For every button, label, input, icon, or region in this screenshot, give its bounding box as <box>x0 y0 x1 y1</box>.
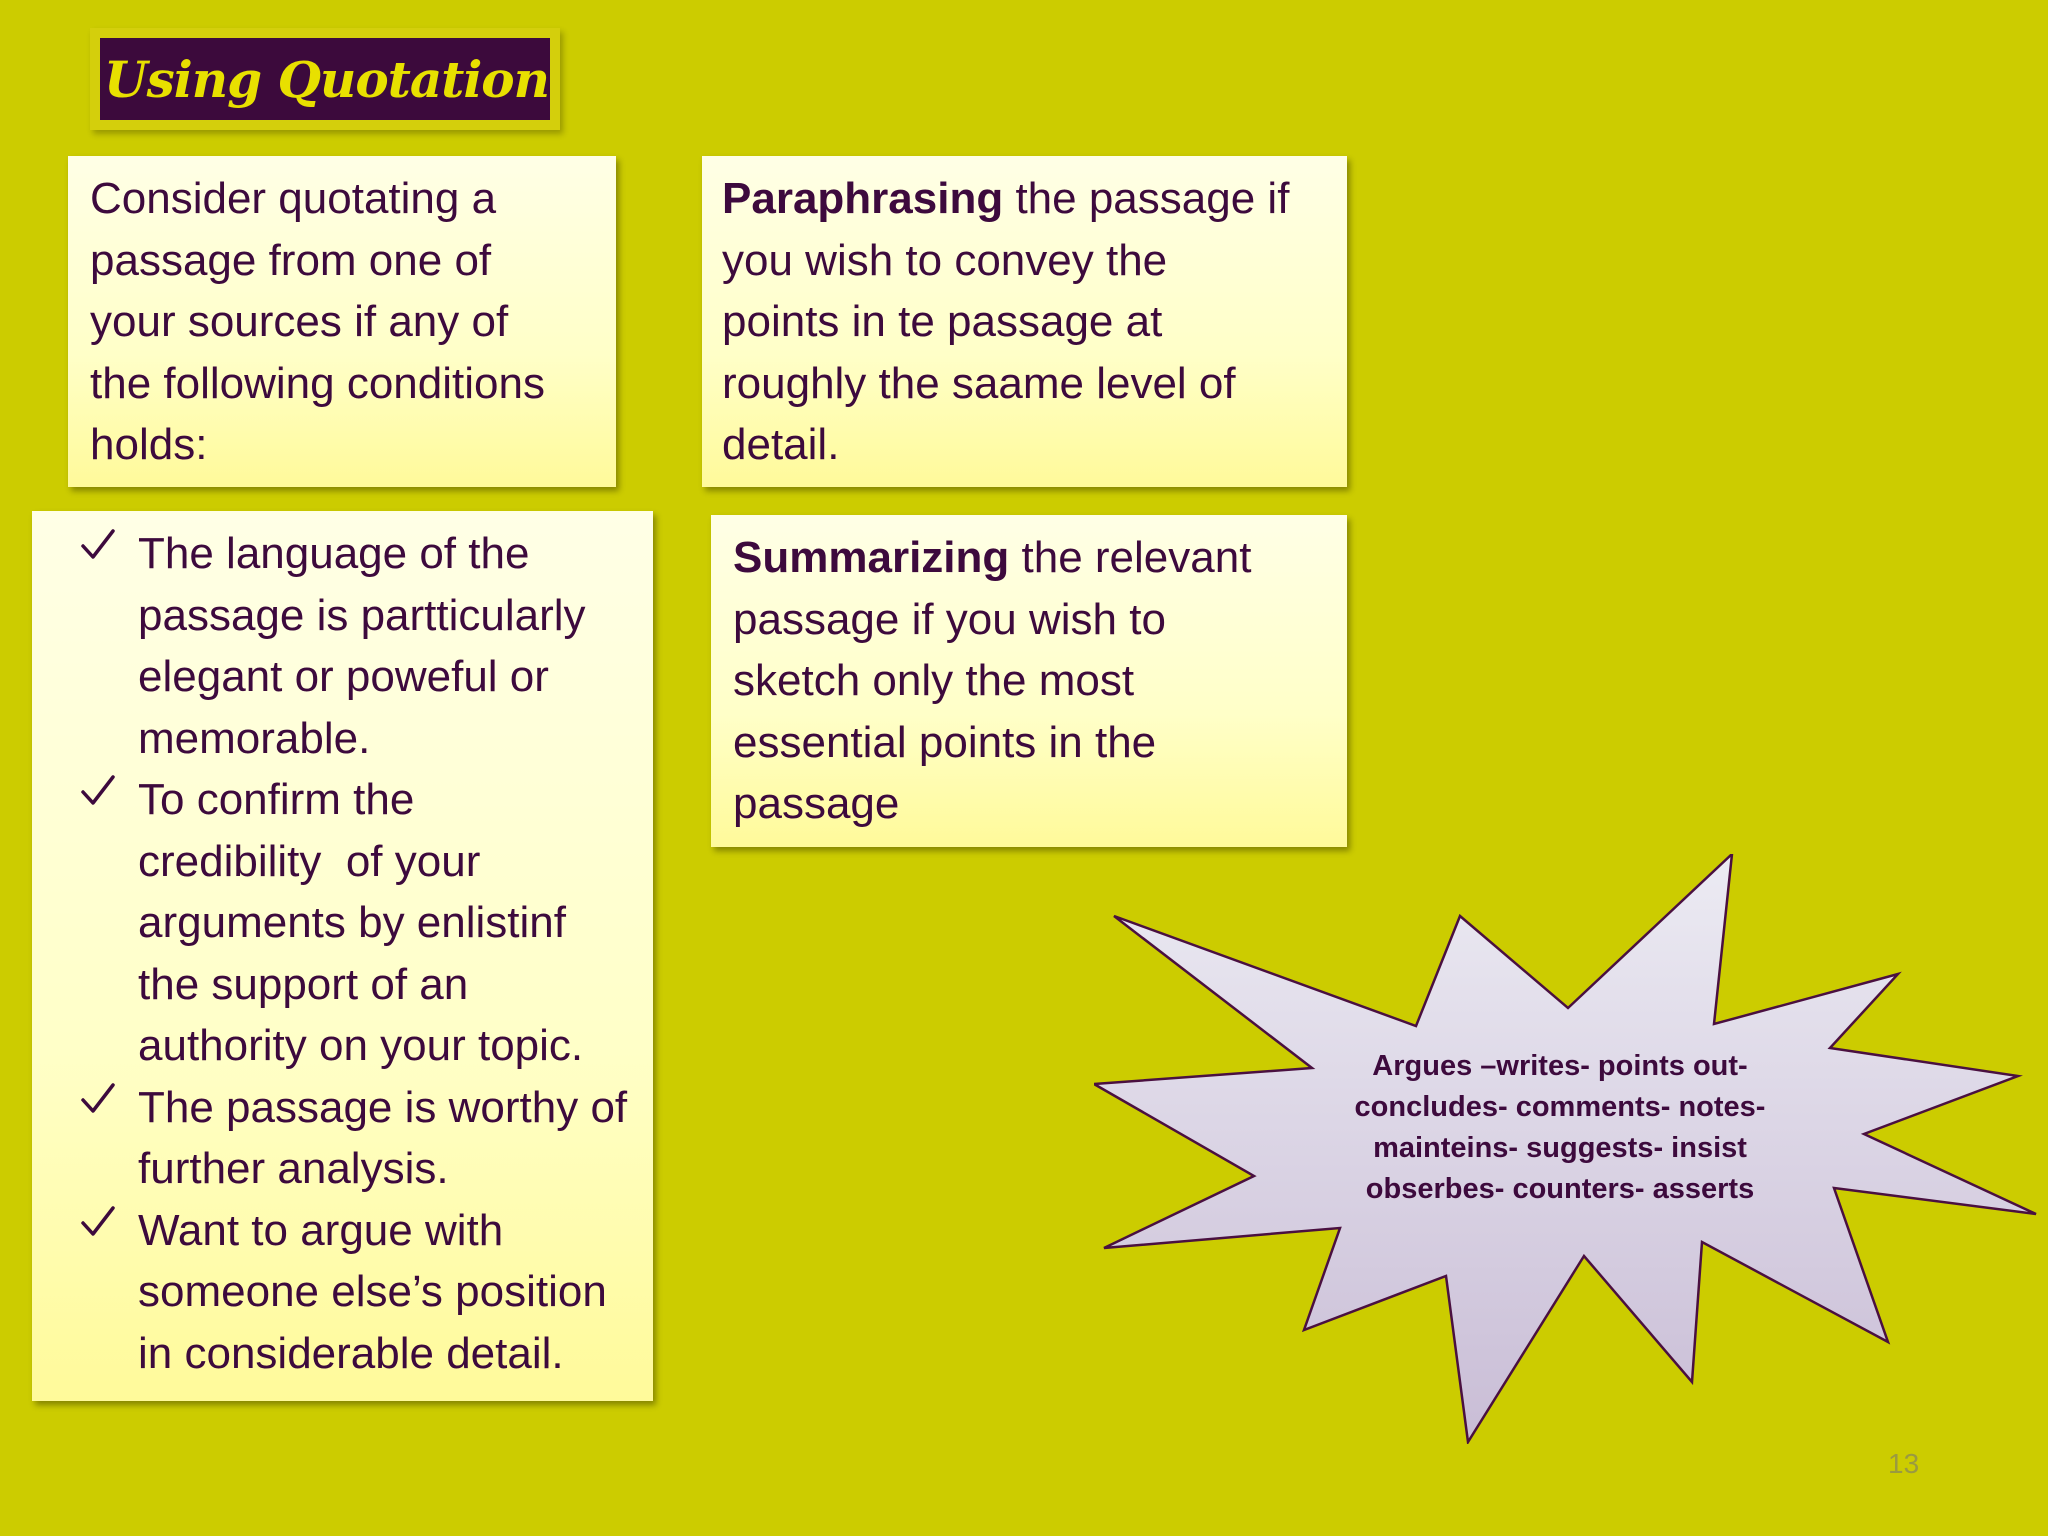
consider-line: Consider quotating a <box>90 174 497 223</box>
condition-line: further analysis. <box>138 1144 449 1193</box>
paraphrase-line: points in te passage at <box>722 297 1163 346</box>
title-banner <box>90 28 560 130</box>
page-number: 13 <box>1888 1448 1920 1479</box>
checkmark-icon <box>80 1204 116 1240</box>
verbs-line: obserbes- counters- asserts <box>1365 1173 1755 1205</box>
summarizing-term: Summarizing <box>733 533 1010 582</box>
consider-line: the following conditions <box>90 358 545 408</box>
condition-item <box>52 523 643 769</box>
consider-quoting-card <box>68 156 616 487</box>
condition-item <box>52 769 643 1077</box>
condition-line: The language of the <box>138 529 530 578</box>
paraphrase-line <box>722 168 1329 230</box>
verbs-line: Argues –writes- points out- <box>1372 1050 1748 1082</box>
summary-line: sketch only the most <box>733 656 1135 705</box>
paraphrase-line-rest: the passage if <box>1003 174 1290 223</box>
condition-line: credibility of your <box>138 836 481 886</box>
condition-line: memorable. <box>138 713 371 763</box>
condition-line: authority on your topic. <box>138 1021 584 1070</box>
condition-item <box>52 1077 643 1200</box>
title-banner-inner <box>100 38 550 120</box>
verbs-line: mainteins- suggests- insist <box>1373 1132 1747 1164</box>
reporting-verbs-text <box>1300 1046 1820 1210</box>
summary-line <box>733 527 1329 589</box>
summary-line-rest: the relevant <box>1009 533 1252 582</box>
checkmark-icon <box>80 527 116 563</box>
consider-line: holds: <box>90 420 208 469</box>
condition-line: elegant or poweful or <box>138 652 549 701</box>
condition-line: To confirm the <box>138 775 415 824</box>
paraphrase-line: roughly the saame level of <box>722 358 1236 408</box>
condition-line: passage is partticularly <box>138 590 586 640</box>
paraphrase-line: you wish to convey the <box>722 235 1168 285</box>
condition-line: the support of an <box>138 959 469 1009</box>
conditions-list <box>52 523 643 1384</box>
summarizing-card <box>711 515 1347 847</box>
verbs-line: concludes- comments- notes- <box>1354 1091 1766 1123</box>
slide-title: Using Quotation <box>104 49 550 109</box>
paraphrasing-card <box>702 156 1347 487</box>
consider-line: passage from one of <box>90 235 492 285</box>
summary-line: essential points in the <box>733 717 1157 767</box>
summary-line: passage <box>733 779 900 828</box>
condition-line: in considerable detail. <box>138 1328 564 1378</box>
paraphrasing-term: Paraphrasing <box>722 174 1004 223</box>
checkmark-icon <box>80 773 116 809</box>
condition-item <box>52 1200 643 1385</box>
checkmark-icon <box>80 1081 116 1117</box>
consider-line: your sources if any of <box>90 297 509 346</box>
condition-line: The passage is worthy of <box>138 1082 628 1132</box>
summary-line: passage if you wish to <box>733 594 1166 644</box>
condition-line: Want to argue with <box>138 1205 504 1255</box>
paraphrase-line: detail. <box>722 420 840 469</box>
condition-line: arguments by enlistinf <box>138 898 566 947</box>
condition-line: someone else’s position <box>138 1267 607 1316</box>
conditions-card <box>32 511 653 1401</box>
